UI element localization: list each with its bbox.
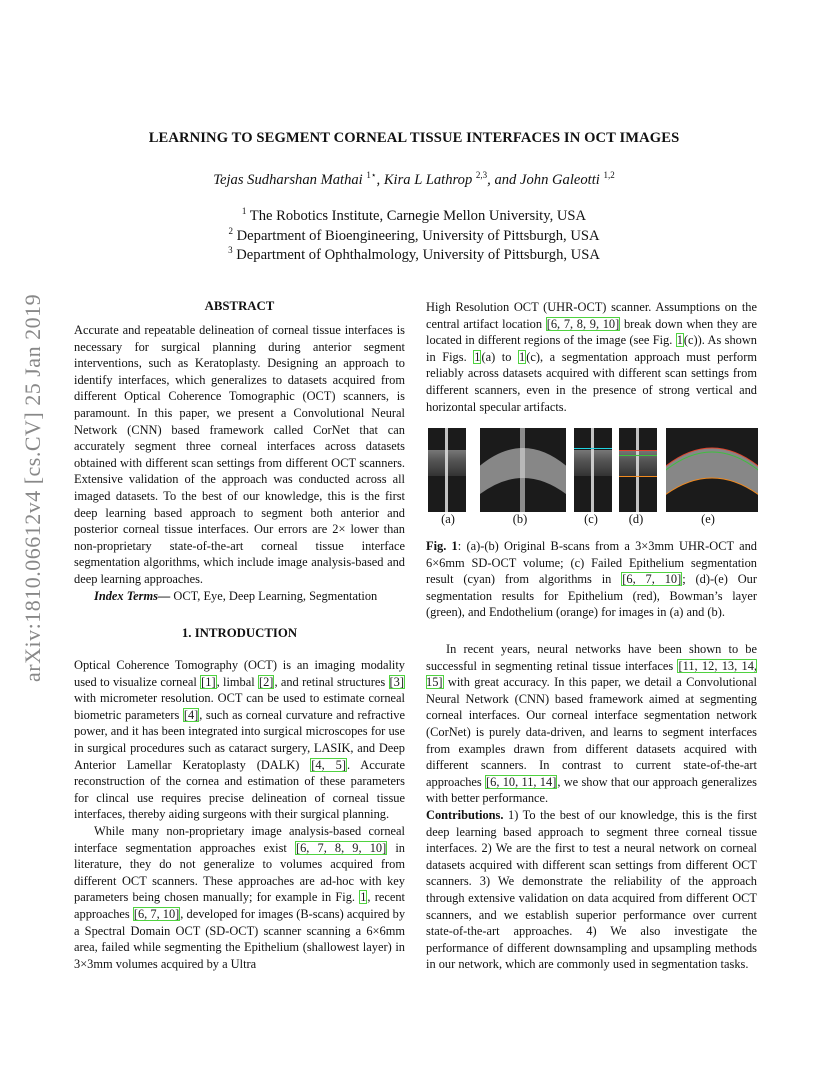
text-run: In recent years, neural networks have been shown to be successful in segmenting retinal tissue interfaces (426, 642, 757, 673)
author-line: Tejas Sudharshan Mathai $^{1⋆}$, Kira L Lathrop $^{2,3}$, and John Galeotti $^{1,2}$ (213, 170, 615, 188)
author-3: and John Galeotti (494, 171, 600, 188)
text-run: (c)). As shown in Figs. (426, 333, 757, 364)
intro-paragraph-1 (74, 657, 405, 823)
figure-link[interactable]: 1 (360, 890, 367, 905)
bowman-line (619, 455, 657, 456)
right-column-body (426, 641, 757, 973)
oct-bscan-e (666, 428, 758, 512)
text-run: in literature, they do not generalize to volumes acquired from different OCT scanners. These approaches are ad-hoc with key parameters being chosen manually; for example in Fig. (74, 840, 405, 905)
index-terms (74, 588, 405, 605)
text-run: with great accuracy. In this paper, we detail a Convolutional Neural Network (CNN) based framework aimed at segmenting corneal interfaces. Our corneal interface segmentation network (CorNet) is purely data-driven, and learns to segment interfaces from examples drawn from different datasets acquired with different scanners. In contrast to current state-of-the-art approaches (426, 675, 757, 789)
text-run: , and retinal structures (274, 674, 389, 689)
text-run: While many non-proprietary image analysis-based corneal interface segmentation approaches exist (74, 823, 405, 855)
affiliation-3-number: 3 (228, 245, 233, 255)
author-2-affil: 2,3 (475, 170, 488, 180)
figure-1-caption (426, 538, 757, 621)
affiliation-2-text: Department of Bioengineering, University of Pittsburgh, USA (236, 227, 600, 244)
text-run: High Resolution OCT (UHR-OCT) scanner. Assumptions on the central artifact location (426, 300, 757, 331)
citation-link[interactable]: [1] (201, 674, 216, 689)
text-run: with micrometer resolution. OCT can be used to estimate corneal biometric parameters (74, 691, 405, 722)
text-run: , developed for images (B-scans) acquired by a Spectral Domain OCT (SD-OCT) scanner scanning a 6×6mm area, failed while segmenting the Epithelium (shallowest layer) in 3×3mm volumes acquired by a Ultra (74, 906, 406, 971)
citation-link[interactable]: [6, 7, 10] (622, 572, 682, 587)
paragraph-contributions (426, 807, 757, 973)
panel-label-a: (a) (441, 512, 455, 526)
affiliation-1-number: 1 (241, 206, 247, 216)
citation-link[interactable]: [4] (183, 707, 199, 722)
affiliation-3 (0, 245, 828, 264)
author-1-affil: 1⋆ (366, 170, 377, 180)
figure-link[interactable]: 1 (519, 349, 526, 364)
text-run: (c), a segmentation approach must perform reliably across datasets acquired with different scan settings from different scanners, even in the presence of strong vertical and horizontal specular artifacts. (426, 349, 757, 414)
failed-epithelium-line (574, 448, 612, 449)
intro-body (74, 657, 405, 972)
citation-link[interactable]: [6, 7, 8, 9, 10] (546, 316, 620, 331)
oct-bscan-c (574, 428, 612, 512)
contributions-label: Contributions. (426, 807, 504, 822)
citation-link[interactable]: [3] (389, 674, 404, 689)
citation-link[interactable]: [2] (258, 674, 274, 689)
affiliation-2-number: 2 (228, 226, 233, 236)
text-run: , limbal (216, 674, 258, 689)
panel-label-b: (b) (512, 512, 528, 526)
abstract-text: Accurate and repeatable delineation of corneal tissue interfaces is necessary for surgical planning during anterior segment interventions, such as Keratoplasty. Designing an approach to identify interfaces, which generalizes to datasets acquired from different Optical Coherence Tomographic (OCT) scanners, is paramount. In this paper, we present a Convolutional Neural Network (CNN) based framework called CorNet that can accurately segment three corneal interfaces across datasets obtained with different scan settings from different OCT scanners. Extensive validation of the approach was conducted across all imaged datasets. To the best of our knowledge, this is the first deep learning based approach to segment both anterior and posterior corneal tissue interfaces. Our errors are 2× lower than non-proprietary state-of-the-art corneal tissue interface segmentation algorithms, which include image analysis-based and deep learning approaches. (74, 323, 405, 586)
figure-link[interactable]: 1 (676, 333, 683, 348)
figure-link[interactable]: 1 (474, 349, 481, 364)
index-terms-text: OCT, Eye, Deep Learning, Segmentation (173, 589, 378, 603)
oct-bscan-a (428, 428, 466, 512)
text-run: , recent approaches (74, 890, 405, 921)
arxiv-identifier (14, 0, 54, 1072)
index-terms-label: Index Terms— (94, 589, 171, 603)
intro-heading: 1. INTRODUCTION (181, 626, 298, 640)
panel-label-d: (d) (628, 512, 644, 526)
author-3-affil: 1,2 (603, 170, 615, 180)
text-run: , we show that our approach generalizes with better performance. (426, 774, 757, 806)
endothelium-line (619, 476, 657, 477)
citation-link[interactable]: [6, 7, 8, 9, 10] (295, 840, 387, 855)
citation-link[interactable]: [6, 10, 11, 14] (486, 774, 557, 789)
paper-title: LEARNING TO SEGMENT CORNEAL TISSUE INTERFACES IN OCT IMAGES (148, 130, 680, 146)
arxiv-id-text: arXiv:1810.06612v4 [cs.CV] 25 Jan 2019 (20, 293, 45, 682)
intro-paragraph-2 (74, 823, 405, 972)
text-run: : (a)-(b) Original B-scans from a 3×3mm UHR-OCT and 6×6mm SD-OCT volume; (c) Failed Epithelium segmentation result (cyan) from algorithms in (426, 539, 757, 587)
affiliation-1 (0, 206, 828, 225)
cornea-arc-b (480, 428, 566, 512)
text-run: (a) to (481, 349, 519, 364)
author-2: Kira L Lathrop (383, 171, 473, 188)
paragraph-neural-networks (426, 641, 757, 807)
text-run: , such as corneal curvature and refractive power, and it has been integrated into surgical microscopes for use in surgical procedures such as cataract surgery, LASIK, and Deep Anterior Lamellar Keratoplasty (DALK) (74, 707, 405, 772)
cornea-arc-e (666, 428, 758, 512)
text-run: break down when they are located in different regions of the image (see Fig. (426, 316, 757, 348)
text-run: 1) To the best of our knowledge, this is the first deep learning based approach to segment three corneal tissue interfaces. 2) We are the first to test a neural network on corneal datasets acquired with different scan settings from different OCT scanners. 3) We demonstrate the reliability of the approach through extensive validation on data acquired from different OCT scanners, and we establish superior performance over current state-of-the-art approaches. 4) We also investigate the performance of different downsampling and upsampling methods in our network, which are commonly used in segmentation tasks. (426, 807, 757, 972)
oct-bscan-b (480, 428, 566, 512)
abstract-heading: ABSTRACT (204, 299, 275, 313)
epithelium-line (619, 450, 657, 451)
intro-paragraph-continued (426, 299, 757, 415)
figure-1-panels (428, 428, 758, 512)
affiliation-2 (0, 226, 828, 245)
text-run: . Accurate reconstruction of the cornea and estimation of these parameters for clincal use requires precise delineation of corneal tissue interfaces, thereby aiding surgeons with their surgical planning. (74, 757, 405, 822)
caption-label: Fig. 1 (426, 539, 458, 553)
abstract-body (74, 322, 405, 588)
panel-label-e: (e) (701, 512, 715, 526)
right-column-top (426, 299, 757, 415)
affiliation-3-text: Department of Ophthalmology, University of Pittsburgh, USA (236, 246, 600, 263)
text-run: ; (d)-(e) Our segmentation results for Epithelium (red), Bowman’s layer (green), and Endothelium (orange) for images in (a) and (b). (426, 572, 757, 620)
citation-link[interactable]: [11, 12, 13, 14, 15] (426, 658, 757, 690)
author-1: Tejas Sudharshan Mathai (213, 171, 363, 188)
citation-link[interactable]: [4, 5] (311, 757, 346, 772)
text-run: Optical Coherence Tomography (OCT) is an imaging modality used to visualize corneal (74, 658, 405, 689)
citation-link[interactable]: [6, 7, 10] (133, 906, 180, 921)
oct-bscan-d (619, 428, 657, 512)
affiliation-1-text: The Robotics Institute, Carnegie Mellon University, USA (249, 207, 587, 224)
panel-label-c: (c) (584, 512, 598, 526)
